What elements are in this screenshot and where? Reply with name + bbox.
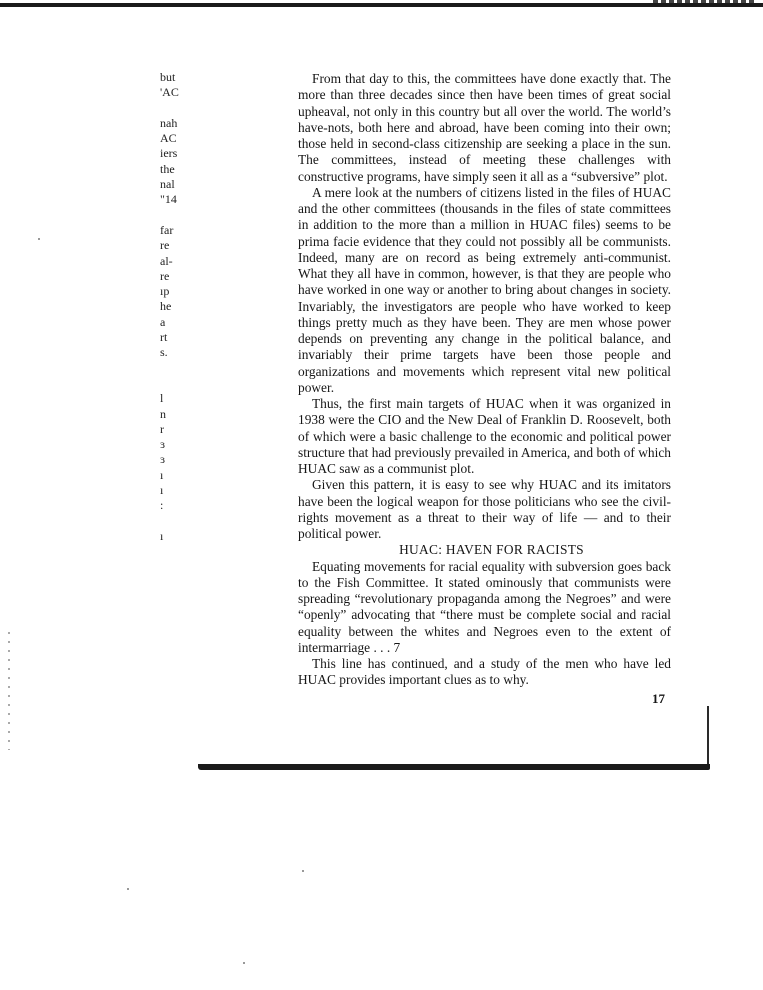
scan-speck	[302, 870, 304, 872]
bottom-rule	[198, 764, 710, 770]
fragment-text: 'AC	[160, 85, 179, 100]
section-heading: HUAC: HAVEN FOR RACISTS	[399, 542, 584, 558]
fragment-text: rt	[160, 330, 168, 345]
top-rule-dots	[653, 0, 757, 3]
scan-speck	[243, 962, 245, 964]
fragment-text: iers	[160, 146, 178, 161]
fragment-text: ı	[160, 467, 164, 482]
fragment-text: nah	[160, 115, 178, 130]
fragment-text: ı	[160, 483, 164, 498]
fragment-text: he	[160, 299, 172, 314]
fragment-text: n	[160, 406, 166, 421]
fragment-text	[160, 208, 190, 223]
paragraph: From that day to this, the committees have done exactly that. The more than three decades since then have been times of great social upheaval, not only in this country but all over the world. The world’s have-nots, both here and abroad, have been coming into their own; those held in second-class citizenship are seeking a place in the sun. The committees, instead of meeting these challenges with constructive programs, have simply seen it all as a “subversive” plot.	[298, 71, 671, 184]
fragment-text: :	[160, 498, 164, 513]
fragment-text: al-	[160, 253, 173, 268]
fragment-text: re	[160, 268, 170, 283]
fragment-text: but	[160, 70, 176, 84]
fragment-text: ıp	[160, 284, 170, 299]
bottom-rule-edge	[707, 706, 709, 768]
fragment-text: l	[160, 391, 164, 406]
scan-speck	[127, 888, 129, 890]
fragment-text	[160, 101, 190, 116]
scan-speck	[38, 238, 40, 240]
fragment-text: "14	[160, 192, 177, 207]
paragraph: Thus, the first main targets of HUAC when it was organized in 1938 were the CIO and the New Deal of Franklin D. Roosevelt, both of which were a basic challenge to the economic and political power structure that had previously prevailed in America, and both of which HUAC saw as a communist plot.	[298, 396, 671, 476]
paragraph: Equating movements for racial equality with subversion goes back to the Fish Committee. It stated ominously that communists were spreading “revolutionary propaganda among the Negroes” and were “openly” advocating that “there must be complete social and racial equality between the whites and Negroes even to the extent of intermarriage . . . 7	[298, 558, 671, 655]
page-number: 17	[652, 691, 665, 706]
fragment-text: s.	[160, 345, 168, 360]
top-rule	[0, 3, 763, 7]
fragment-text	[160, 376, 190, 391]
fragment-text: nal	[160, 177, 175, 192]
paragraph: Given this pattern, it is easy to see why HUAC and its imitators have been the logical weapon for those politicians who see the civil-rights movement as a threat to their way of life — and to their political power.	[298, 477, 671, 541]
fragment-text: a	[160, 314, 166, 329]
fragment-text: AC	[160, 131, 177, 146]
main-text	[298, 71, 671, 689]
fragment-text: r	[160, 421, 164, 436]
facing-page-fragments	[160, 70, 190, 544]
fragment-text: ɜ	[160, 452, 166, 467]
fragment-text: the	[160, 161, 175, 176]
fragment-text	[160, 514, 190, 529]
fragment-text: ı	[160, 528, 164, 543]
fragment-text: ɜ	[160, 437, 166, 452]
scan-edge-marks	[8, 632, 10, 750]
paragraph: This line has continued, and a study of the men who have led HUAC provides important clues as to why.	[298, 656, 671, 688]
fragment-text	[160, 361, 190, 376]
fragment-text: re	[160, 238, 170, 253]
fragment-text: far	[160, 222, 174, 237]
paragraph: A mere look at the numbers of citizens listed in the files of HUAC and the other committees (thousands in the files of state committees in addition to the more than a million in HUAC files) seems to be prima facie evidence that they could not possibly all be communists. Indeed, many are on record as being extremely anti-communist. What they all have in common, however, is that they are people who have worked in one way or another to bring about changes in society. Invariably, the investigators are people who have worked to keep things pretty much as they have been. They are men whose power depends on preventing any change in the political balance, and invariably their prime targets have been those people and organizations and movements which represent vital new political power.	[298, 184, 671, 395]
